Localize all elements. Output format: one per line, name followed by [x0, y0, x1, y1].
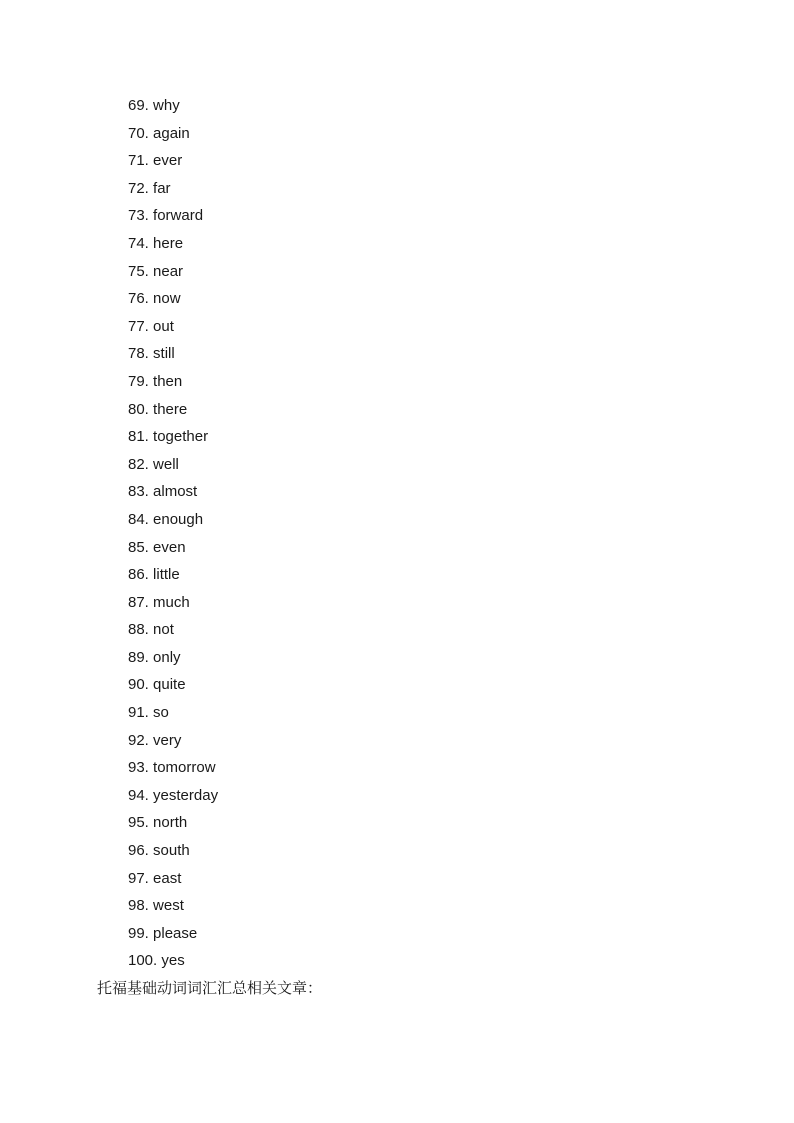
list-item-word: west	[153, 897, 184, 915]
list-item	[128, 285, 218, 313]
list-item-number: 89.	[128, 648, 149, 666]
list-item	[128, 589, 218, 617]
list-item-number: 78.	[128, 345, 149, 363]
list-item	[128, 258, 218, 286]
list-item	[128, 616, 218, 644]
list-item-word: so	[153, 704, 169, 722]
list-item-number: 93.	[128, 759, 149, 777]
list-item-number: 86.	[128, 566, 149, 584]
list-item-number: 95.	[128, 814, 149, 832]
list-item	[128, 837, 218, 865]
list-item-word: north	[153, 814, 188, 832]
list-item-word: forward	[153, 207, 204, 225]
list-item	[128, 947, 218, 975]
list-item-word: out	[153, 317, 174, 335]
list-item	[128, 561, 218, 589]
list-item-word: together	[153, 428, 209, 446]
list-item-number: 91.	[128, 704, 149, 722]
list-item	[128, 865, 218, 893]
list-item-word: much	[153, 593, 190, 611]
list-item-word: enough	[153, 510, 204, 528]
list-item-number: 75.	[128, 262, 149, 280]
list-item-word: quite	[153, 676, 186, 694]
list-item	[128, 423, 218, 451]
list-item	[128, 340, 218, 368]
list-item-word: why	[153, 97, 180, 114]
list-item-word: near	[153, 262, 184, 280]
list-item-number: 97.	[128, 869, 149, 887]
list-item-word: there	[153, 400, 188, 418]
related-articles-heading: 托福基础动词词汇汇总相关文章：	[97, 979, 323, 997]
list-item-number: 70.	[128, 124, 149, 142]
list-item-number: 81.	[128, 428, 149, 446]
list-item-word: please	[153, 924, 198, 942]
list-item-number: 74.	[128, 234, 149, 252]
list-item-number: 88.	[128, 621, 149, 639]
list-item-word: far	[153, 179, 171, 197]
list-item	[128, 534, 218, 562]
list-item-word: ever	[153, 152, 183, 170]
list-item	[128, 120, 218, 148]
list-item	[128, 892, 218, 920]
list-item	[128, 809, 218, 837]
list-item	[128, 230, 218, 258]
list-item	[128, 313, 218, 341]
list-item	[128, 396, 218, 424]
list-item-word: only	[153, 648, 181, 666]
list-item-number: 100.	[128, 952, 158, 970]
list-item	[128, 368, 218, 396]
list-item	[128, 506, 218, 534]
list-item-number: 92.	[128, 731, 149, 749]
list-item	[128, 147, 218, 175]
list-item	[128, 782, 218, 810]
list-item	[128, 671, 218, 699]
list-item	[128, 451, 218, 479]
list-item-word: south	[153, 842, 190, 860]
list-item-number: 85.	[128, 538, 149, 556]
list-item-word: yesterday	[153, 786, 219, 804]
list-item-number: 96.	[128, 842, 149, 860]
vocabulary-list	[128, 92, 218, 975]
list-item-word: here	[153, 234, 184, 252]
list-item	[128, 175, 218, 203]
list-item-number: 80.	[128, 400, 149, 418]
list-item-word: then	[153, 372, 183, 390]
list-item	[128, 644, 218, 672]
list-item-number: 82.	[128, 455, 149, 473]
list-item	[128, 478, 218, 506]
list-item-word: very	[153, 731, 182, 749]
list-item-word: not	[153, 621, 174, 639]
list-item-number: 90.	[128, 676, 149, 694]
list-item-number: 87.	[128, 593, 149, 611]
list-item	[128, 920, 218, 948]
list-item-word: east	[153, 869, 182, 887]
list-item-number: 77.	[128, 317, 149, 335]
list-item-number: 76.	[128, 290, 149, 308]
list-item-word: even	[153, 538, 186, 556]
list-item-number: 98.	[128, 897, 149, 915]
list-item	[128, 754, 218, 782]
list-item-number: 94.	[128, 786, 149, 804]
list-item-word: still	[153, 345, 175, 363]
list-item-number: 71.	[128, 152, 149, 170]
list-item-word: again	[153, 124, 190, 142]
list-item-number: 69.	[128, 97, 149, 114]
list-item-word: now	[153, 290, 181, 308]
list-item-number: 84.	[128, 510, 149, 528]
list-item	[128, 699, 218, 727]
list-item-word: little	[153, 566, 180, 584]
list-item-number: 72.	[128, 179, 149, 197]
list-item-word: almost	[153, 483, 198, 501]
list-item	[128, 202, 218, 230]
list-item-word: yes	[161, 952, 185, 970]
list-item-number: 73.	[128, 207, 149, 225]
list-item-number: 83.	[128, 483, 149, 501]
list-item-word: well	[153, 455, 179, 473]
list-item-number: 79.	[128, 372, 149, 390]
list-item-word: tomorrow	[153, 759, 216, 777]
list-item	[128, 92, 218, 120]
list-item-number: 99.	[128, 924, 149, 942]
list-item	[128, 727, 218, 755]
